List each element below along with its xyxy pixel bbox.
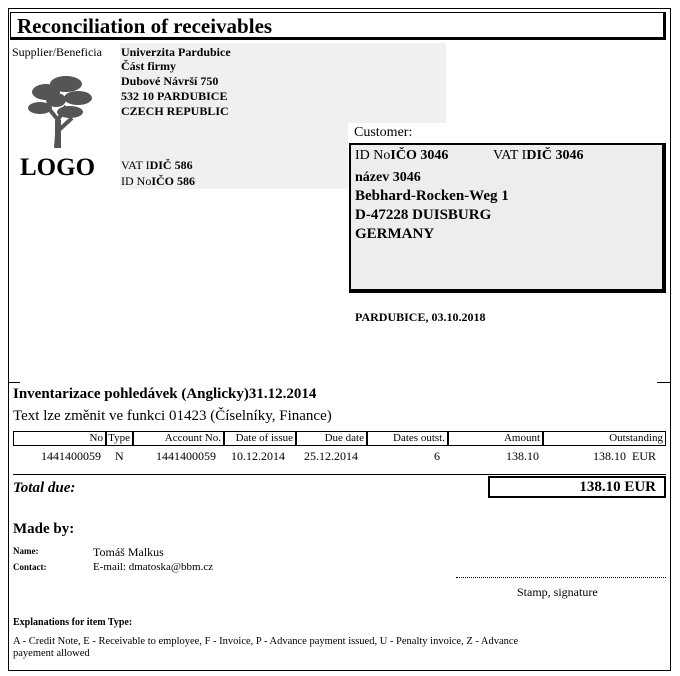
table-cell-outstanding: 138.10 EUR — [593, 449, 656, 463]
stamp-label: Stamp, signature — [517, 585, 598, 599]
customer-id — [355, 148, 448, 164]
supplier-vat-value: DIČ 586 — [149, 158, 193, 172]
document-title-box — [10, 12, 666, 40]
customer-vat-label: VAT I — [493, 148, 527, 163]
place-date: PARDUBICE, 03.10.2018 — [355, 310, 486, 324]
supplier-street: Dubové Návrší 750 — [121, 74, 219, 88]
customer-id-label: ID No — [355, 148, 391, 163]
customer-name: název 3046 — [355, 170, 421, 185]
supplier-country: CZECH REPUBLIC — [121, 104, 229, 118]
customer-label: Customer: — [354, 125, 413, 140]
section-heading: Inventarizace pohledávek (Anglicky)31.12.2014 — [13, 386, 317, 402]
supplier-id — [121, 174, 195, 189]
column-header-date-issue: Date of issue — [224, 431, 296, 446]
name-value: Tomáš Malkus — [93, 545, 164, 559]
customer-street: Bebhard-Rocken-Weg 1 — [355, 188, 509, 204]
table-cell-due-date: 25.12.2014 — [304, 449, 358, 463]
contact-label: Contact: — [13, 562, 47, 572]
supplier-id-value: IČO 586 — [151, 174, 195, 188]
table-cell-no: 1441400059 — [41, 449, 101, 463]
total-divider — [13, 474, 666, 475]
customer-id-value: IČO 3046 — [390, 148, 449, 163]
total-box — [488, 476, 666, 498]
made-by-title: Made by: — [13, 521, 75, 537]
customer-country: GERMANY — [355, 226, 435, 242]
customer-city: D-47228 DUISBURG — [355, 207, 492, 223]
table-cell-type: N — [115, 449, 124, 463]
column-header-dates-outstanding: Dates outst. — [367, 431, 448, 446]
column-header-type: Type — [106, 431, 133, 446]
supplier-id-label: ID No — [121, 174, 152, 188]
supplier-part: Část firmy — [121, 59, 176, 73]
table-cell-account: 1441400059 — [156, 449, 216, 463]
total-value: 138.10 EUR — [579, 479, 656, 495]
column-header-outstanding: Outstanding — [543, 431, 666, 446]
name-label: Name: — [13, 546, 39, 556]
explanations-title: Explanations for item Type: — [13, 617, 133, 628]
divider-right-tick — [657, 382, 671, 383]
signature-line — [456, 577, 666, 578]
total-label: Total due: — [13, 480, 76, 496]
explanations-line-2: payement allowed — [13, 648, 90, 659]
supplier-name: Univerzita Pardubice — [121, 45, 231, 59]
section-subheading: Text lze změnit ve funkci 01423 (Číselníky, Finance) — [13, 408, 332, 424]
explanations-line-1: A - Credit Note, E - Receivable to employee, F - Invoice, P - Advance payment issued, U - Penalty invoice, Z - Advance — [13, 636, 519, 647]
supplier-vat — [121, 158, 193, 173]
table-cell-amount: 138.10 — [506, 449, 539, 463]
supplier-city: 532 10 PARDUBICE — [121, 89, 228, 103]
supplier-vat-label: VAT I — [121, 158, 150, 172]
document-title: Reconciliation of receivables — [17, 14, 273, 38]
column-header-due-date: Due date — [296, 431, 367, 446]
customer-vat-value: DIČ 3046 — [526, 148, 584, 163]
column-header-no: No — [13, 431, 106, 446]
column-header-account: Account No. — [133, 431, 224, 446]
tree-logo-icon — [26, 70, 96, 148]
logo-text: LOGO — [20, 154, 96, 181]
supplier-label: Supplier/Beneficia — [12, 45, 102, 59]
divider-left-tick — [8, 382, 20, 383]
table-cell-date-issue: 10.12.2014 — [231, 449, 285, 463]
customer-vat — [493, 148, 584, 164]
contact-value: E-mail: dmatoska@bbm.cz — [93, 561, 214, 573]
column-header-amount: Amount — [448, 431, 543, 446]
table-cell-dates-outstanding: 6 — [434, 449, 440, 463]
